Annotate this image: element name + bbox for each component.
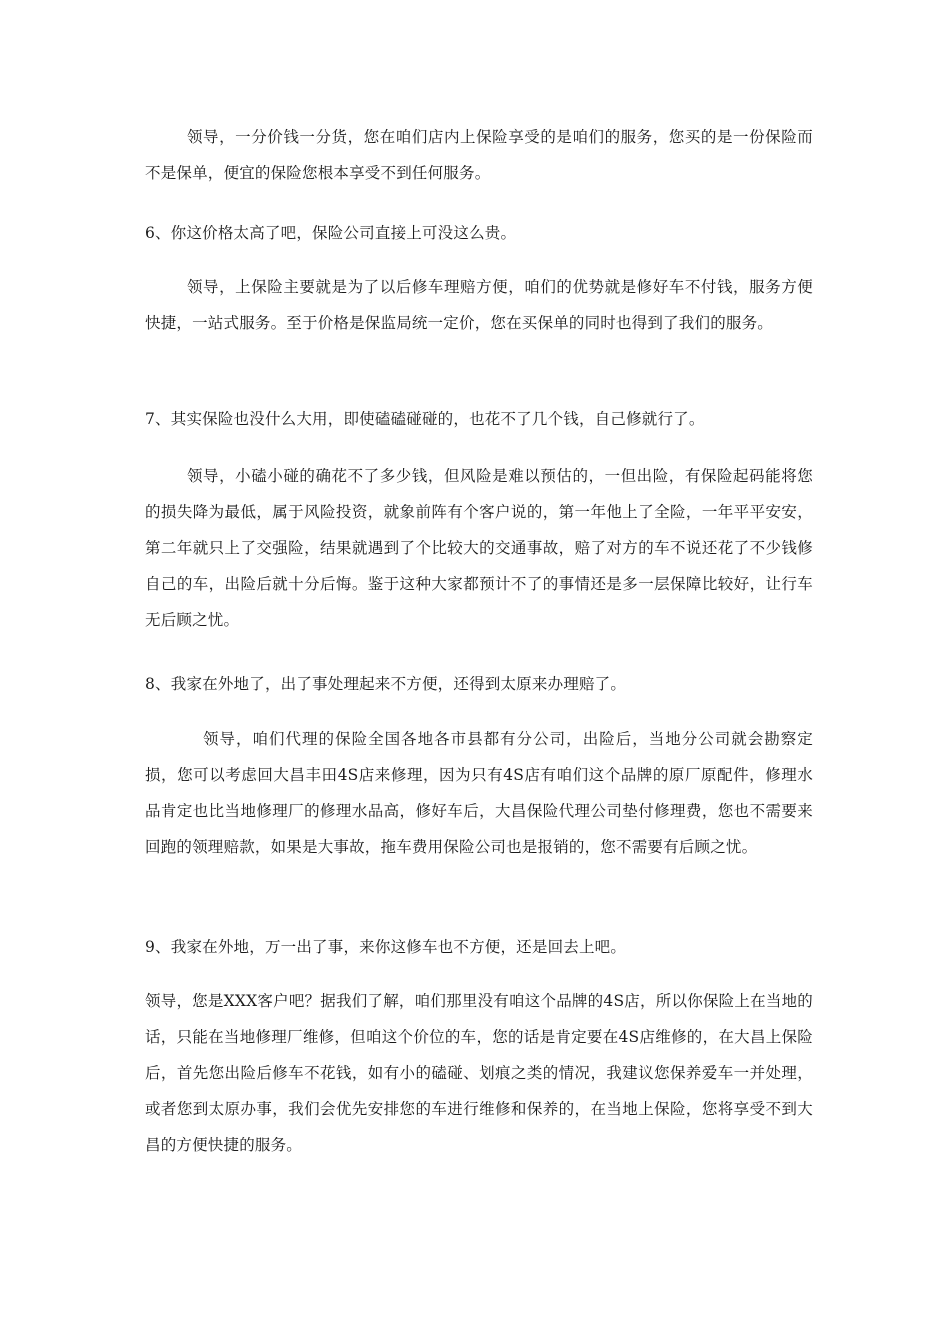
answer-paragraph-7: 领导，小磕小碰的确花不了多少钱，但风险是难以预估的，一但出险，有保险起码能将您的损失降为最低，属于风险投资，就象前阵有个客户说的，第一年他上了全险，一年平平安安，第二年就只上了交强险，结果就遇到了个比较大的交通事故，赔了对方的车不说还花了不少钱修自己的车，出险后就十分后悔。鉴于这种大家都预计不了的事情还是多一层保障比较好，让行车无后顾之忧。 (145, 467, 813, 629)
question-7: 7、其实保险也没什么大用，即使磕磕碰碰的，也花不了几个钱，自己修就行了。 (145, 410, 705, 428)
answer-paragraph-8: 领导，咱们代理的保险全国各地各市县都有分公司，出险后，当地分公司就会勘察定损，您可以考虑回大昌丰田4S店来修理，因为只有4S店有咱们这个品牌的原厂原配件，修理水品肯定也比当地修理厂的修理水品高，修好车后，大昌保险代理公司垫付修理费，您也不需要来回跑的领理赔款，如果是大事故，拖车费用保险公司也是报销的，您不需要有后顾之忧。 (145, 730, 813, 856)
answer-paragraph-price: 领导，一分价钱一分货，您在咱们店内上保险享受的是咱们的服务，您买的是一份保险而不是保单，便宜的保险您根本享受不到任何服务。 (145, 128, 813, 182)
question-8: 8、我家在外地了，出了事处理起来不方便，还得到太原来办理赔了。 (145, 675, 627, 693)
answer-paragraph-9: 领导，您是XXX客户吧？据我们了解，咱们那里没有咱这个品牌的4S店，所以你保险上在当地的话，只能在当地修理厂维修，但咱这个价位的车，您的话是肯定要在4S店维修的，在大昌上保险后，首先您出险后修车不花钱，如有小的磕碰、划痕之类的情况，我建议您保养爱车一并处理，或者您到太原办事，我们会优先安排您的车进行维修和保养的，在当地上保险，您将享受不到大昌的方便快捷的服务。 (145, 992, 813, 1154)
question-6: 6、你这价格太高了吧，保险公司直接上可没这么贵。 (145, 224, 517, 242)
question-9: 9、我家在外地，万一出了事，来你这修车也不方便，还是回去上吧。 (145, 938, 627, 956)
answer-paragraph-6: 领导，上保险主要就是为了以后修车理赔方便，咱们的优势就是修好车不付钱，服务方便快捷，一站式服务。至于价格是保监局统一定价，您在买保单的同时也得到了我们的服务。 (145, 278, 813, 332)
